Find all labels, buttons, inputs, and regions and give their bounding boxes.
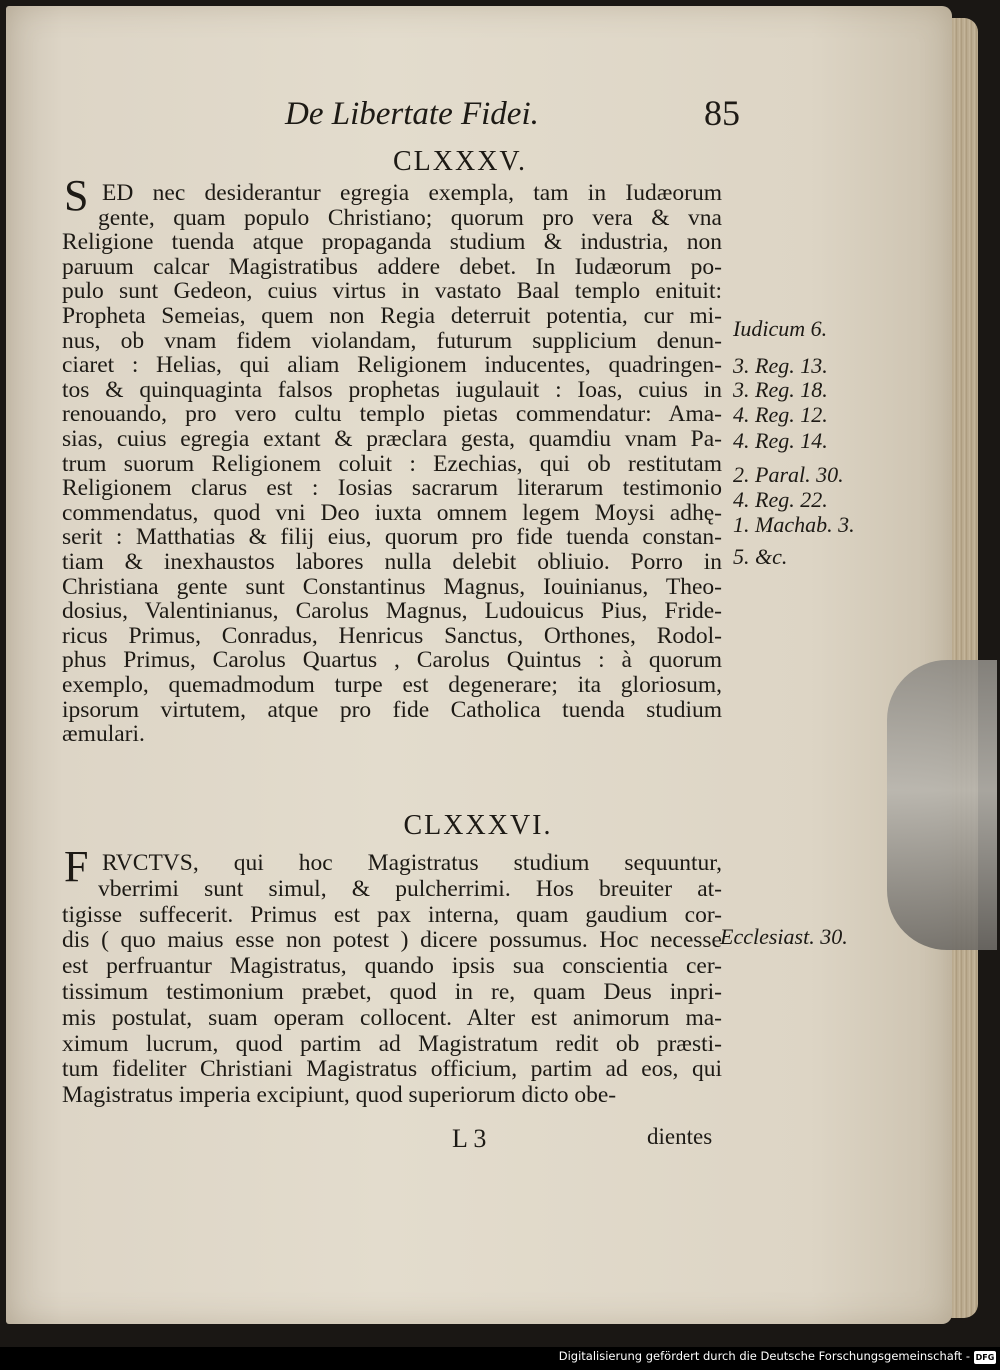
section-heading: CLXXXVI.	[403, 810, 553, 841]
text-line: phus Primus, Carolus Quartus , Carolus Quintus : à quorum	[62, 647, 722, 674]
page-number: 85	[704, 93, 740, 133]
text-line: ximum lucrum, quod partim ad Magistratum redit ob præsti-	[62, 1030, 722, 1057]
text-line: Magistratus imperia excipiunt, quod superiorum dicto obe-	[62, 1082, 617, 1109]
text-line: tos & quinquaginta falsos prophetas iugulauit : Ioas, cuius in	[62, 376, 722, 403]
drop-capital: S	[64, 171, 89, 220]
text-line: tigisse suffecerit. Primus est pax interna, quam gaudium cor-	[62, 901, 722, 928]
margin-note: 4. Reg. 12.	[733, 402, 828, 427]
text-line: Propheta Semeias, quem non Regia deterruit potentia, cur mi-	[62, 303, 722, 329]
dfg-logo-text: DFG	[975, 1353, 995, 1362]
dfg-logo	[974, 1351, 996, 1364]
margin-note: 3. Reg. 18.	[733, 377, 828, 402]
text-line: trum suorum Religionem coluit : Ezechias, qui ob restitutam	[62, 450, 722, 477]
text-line: nus, ob vnam fidem violandam, futurum supplicium denun-	[62, 327, 722, 354]
text-line: exemplo, quemadmodum turpe est degenerare; ita gloriosum,	[62, 672, 722, 698]
text-line: ciaret : Helias, qui aliam Religionem inducentes, quadringen-	[62, 352, 722, 379]
text-line: commendatus, quod vni Deo iuxta omnem legem Moysi adhę-	[62, 499, 722, 526]
text-line: ED nec desiderantur egregia exempla, tam in Iudæorum	[102, 180, 722, 206]
signature-mark: L 3	[452, 1124, 487, 1153]
text-line: vberrimi sunt simul, & pulcherrimi. Hos breuiter at-	[98, 875, 722, 902]
margin-note: 4. Reg. 22.	[733, 487, 828, 512]
text-line: renouando, pro vero cultu templo pietas commendatur: Ama-	[62, 401, 722, 428]
margin-note: 1. Machab. 3.	[733, 512, 855, 537]
margin-note: 5. &c.	[733, 544, 788, 569]
section-heading: CLXXXV.	[392, 146, 528, 177]
text-line: ricus Primus, Conradus, Henricus Sanctus, Orthones, Rodol-	[62, 622, 722, 649]
text-line: pulo sunt Gedeon, cuius virtus in vastato Baal templo enituit:	[62, 278, 722, 305]
text-line: gente, quam populo Christiano; quorum pro vera & vna	[98, 204, 722, 231]
text-line: mis postulat, suam operam collocent. Alter est animorum ma-	[62, 1004, 722, 1031]
text-line: tiam & inexhaustos labores nulla delebit obliuio. Porro in	[62, 549, 722, 575]
text-line: Christiana gente sunt Constantinus Magnus, Iouinianus, Theo-	[62, 573, 722, 600]
margin-note: 3. Reg. 13.	[733, 353, 828, 378]
text-line: sias, cuius egregia extant & præclara gesta, quamdiu vnam Pa-	[62, 426, 722, 452]
margin-note: 4. Reg. 14.	[733, 428, 828, 453]
footer-bar	[0, 1347, 1000, 1370]
text-line: tum fideliter Christiani Magistratus officium, partim ad eos, qui	[62, 1056, 722, 1083]
footer-credit: Digitalisierung gefördert durch die Deutsche Forschungsgemeinschaft -	[558, 1349, 970, 1363]
text-line: ipsorum virtutem, atque pro fide Catholica tuenda studium	[62, 696, 722, 723]
text-line: dis ( quo maius esse non potest ) dicere possumus. Hoc necesse	[62, 927, 722, 954]
text-line: Religionem clarus est : Iosias sacrarum literarum testimonio	[62, 475, 722, 502]
catchword: dientes	[647, 1124, 713, 1149]
text-line: Religione tuenda atque propaganda studium & industria, non	[62, 229, 722, 256]
text-line: paruum calcar Magistratibus addere debet. In Iudæorum po-	[62, 253, 722, 280]
running-head: De Libertate Fidei.	[285, 96, 539, 132]
margin-note: 2. Paral. 30.	[733, 462, 844, 487]
text-line: RVCTVS, qui hoc Magistratus studium sequuntur,	[102, 850, 722, 876]
margin-note: Iudicum 6.	[733, 316, 828, 341]
page-clip	[887, 660, 997, 950]
text-line: serit : Matthatias & filij eius, quorum pro fide tuenda constan-	[62, 524, 722, 551]
text-line: tissimum testimonium præbet, quod in re, quam Deus inpri-	[62, 979, 722, 1005]
drop-capital: F	[64, 842, 89, 891]
text-line: est perfruantur Magistratus, quando ipsis sua conscientia cer-	[62, 953, 722, 980]
margin-note: Ecclesiast. 30.	[720, 924, 848, 949]
text-line: æmulari.	[62, 721, 145, 748]
text-line: dosius, Valentinianus, Carolus Magnus, Ludouicus Pius, Fride-	[62, 598, 722, 625]
